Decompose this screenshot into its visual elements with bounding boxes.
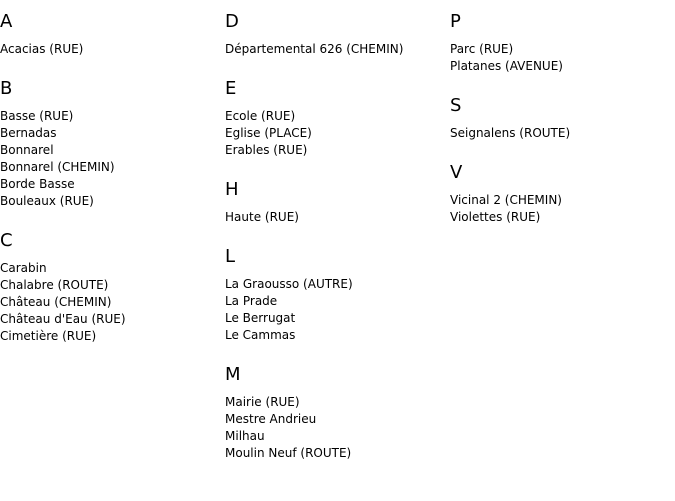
street-item[interactable]: Parc (RUE) — [450, 42, 514, 56]
letter-group-l — [225, 246, 440, 344]
street-item[interactable]: Le Berrugat — [225, 311, 296, 325]
street-item[interactable]: Moulin Neuf (ROUTE) — [225, 446, 352, 460]
street-item[interactable]: Basse (RUE) — [0, 109, 74, 123]
letter-group-s — [450, 95, 665, 142]
letter-heading: L — [225, 246, 236, 267]
letter-group-h — [225, 179, 440, 226]
street-item[interactable]: Bonnarel — [0, 143, 54, 157]
street-item[interactable]: Carabin — [0, 261, 47, 275]
street-item[interactable]: Chalabre (ROUTE) — [0, 278, 109, 292]
street-item[interactable]: Violettes (RUE) — [450, 210, 541, 224]
street-list — [225, 394, 440, 462]
street-item[interactable]: Acacias (RUE) — [0, 42, 84, 56]
street-item[interactable]: Cimetière (RUE) — [0, 329, 97, 343]
street-list — [0, 41, 215, 58]
letter-heading: B — [0, 78, 13, 99]
street-item[interactable]: Platanes (AVENUE) — [450, 59, 563, 73]
letter-heading: S — [450, 95, 462, 116]
street-item[interactable]: La Prade — [225, 294, 278, 308]
street-list — [225, 276, 440, 344]
letter-heading: V — [450, 162, 463, 183]
street-list — [450, 125, 665, 142]
street-item[interactable]: Vicinal 2 (CHEMIN) — [450, 193, 562, 207]
street-list — [225, 108, 440, 159]
letter-heading: E — [225, 78, 237, 99]
letter-heading: A — [0, 11, 13, 32]
street-item[interactable]: Haute (RUE) — [225, 210, 299, 224]
street-item[interactable]: Eglise (PLACE) — [225, 126, 312, 140]
street-list — [450, 192, 665, 226]
street-item[interactable]: Départemental 626 (CHEMIN) — [225, 42, 404, 56]
street-list — [450, 41, 665, 75]
street-item[interactable]: Le Cammas — [225, 328, 296, 342]
street-list — [225, 41, 440, 58]
street-list — [225, 209, 440, 226]
street-item[interactable]: Bernadas — [0, 126, 57, 140]
letter-heading: M — [225, 364, 241, 385]
letter-group-d — [225, 11, 440, 58]
street-item[interactable]: Seignalens (ROUTE) — [450, 126, 571, 140]
street-index-column-1 — [0, 11, 215, 345]
street-index-column-3 — [450, 11, 665, 226]
street-item[interactable]: Bouleaux (RUE) — [0, 194, 94, 208]
street-item[interactable]: Château (CHEMIN) — [0, 295, 112, 309]
street-item[interactable]: Erables (RUE) — [225, 143, 308, 157]
street-item[interactable]: Mairie (RUE) — [225, 395, 300, 409]
street-index-column-2 — [225, 11, 440, 462]
letter-group-p — [450, 11, 665, 75]
letter-heading: C — [0, 230, 13, 251]
letter-group-e — [225, 78, 440, 159]
letter-heading: H — [225, 179, 239, 200]
street-item[interactable]: Mestre Andrieu — [225, 412, 317, 426]
street-item[interactable]: Bonnarel (CHEMIN) — [0, 160, 115, 174]
letter-heading: P — [450, 11, 461, 32]
street-item[interactable]: Ecole (RUE) — [225, 109, 296, 123]
letter-group-a — [0, 11, 215, 58]
letter-group-b — [0, 78, 215, 210]
letter-group-v — [450, 162, 665, 226]
street-list — [0, 260, 215, 345]
street-list — [0, 108, 215, 210]
street-item[interactable]: Château d'Eau (RUE) — [0, 312, 126, 326]
letter-heading: D — [225, 11, 239, 32]
letter-group-m — [225, 364, 440, 462]
street-item[interactable]: La Graousso (AUTRE) — [225, 277, 353, 291]
street-item[interactable]: Milhau — [225, 429, 265, 443]
street-item[interactable]: Borde Basse — [0, 177, 75, 191]
letter-group-c — [0, 230, 215, 345]
